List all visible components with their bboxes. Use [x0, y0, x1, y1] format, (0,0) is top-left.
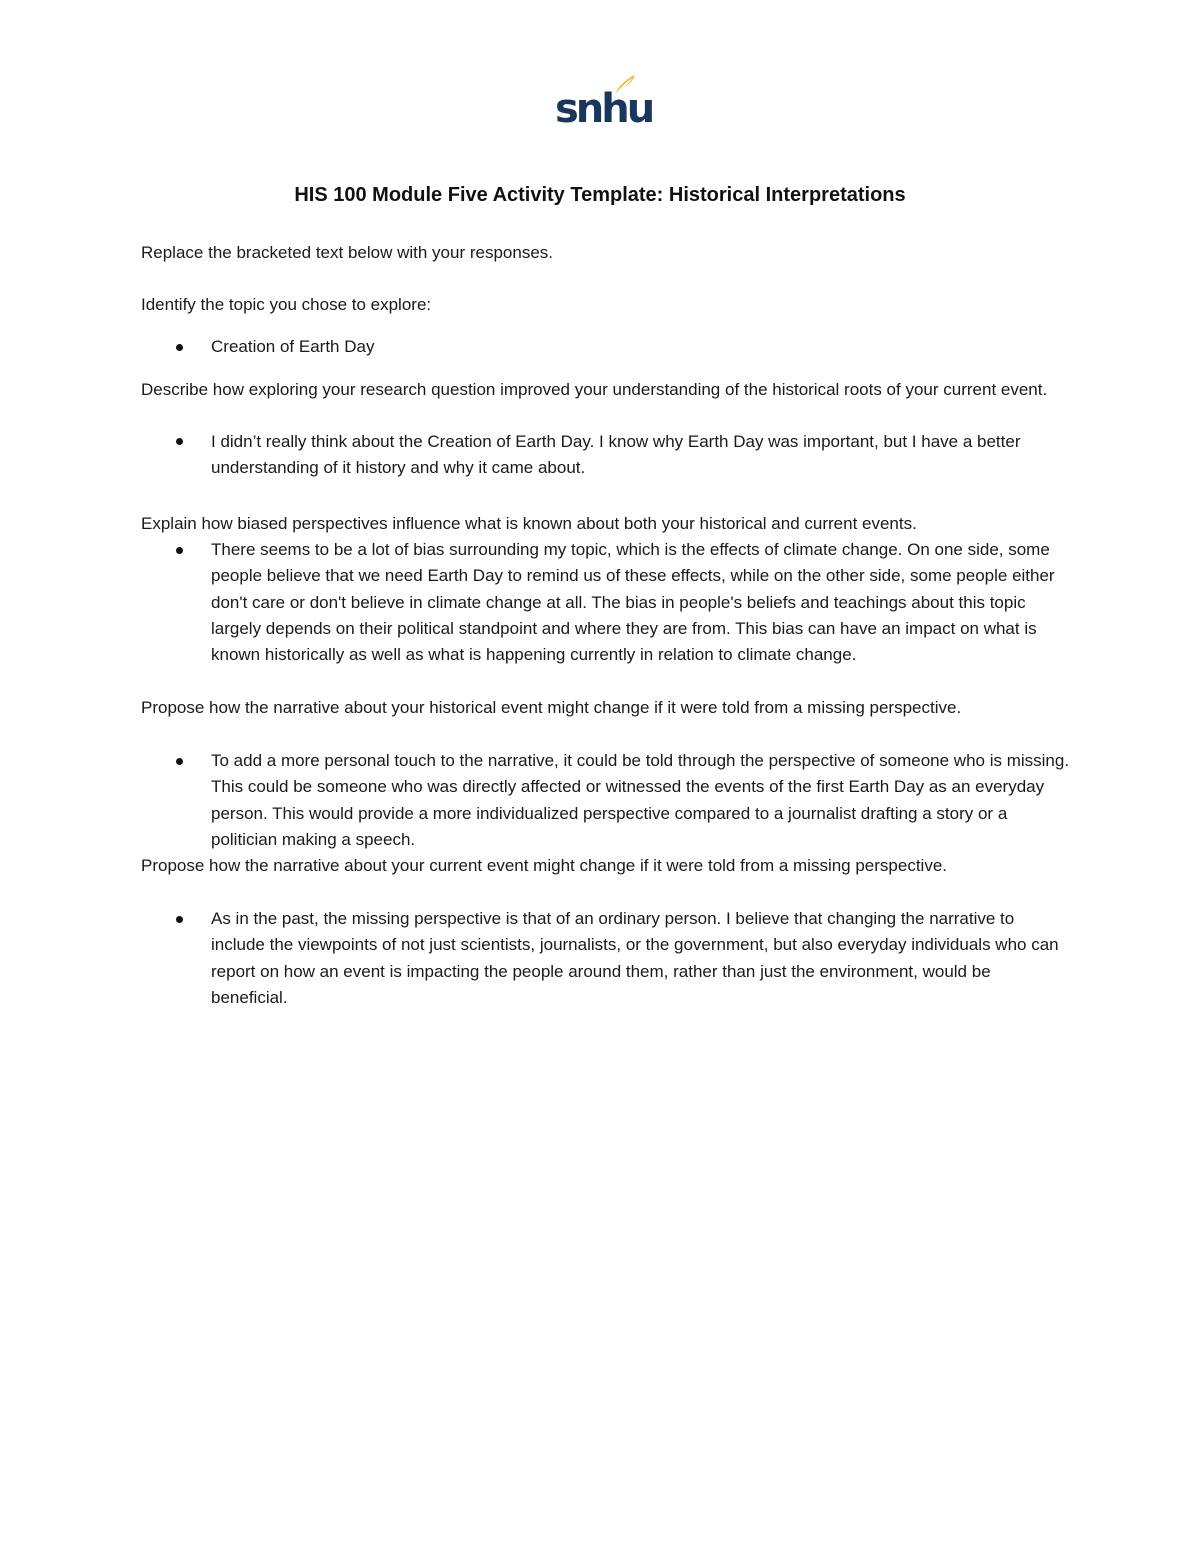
logo-wordmark: snhu — [555, 86, 653, 132]
snhu-logo — [555, 72, 653, 134]
bullet-icon — [176, 916, 183, 923]
prompt-understanding: Describe how exploring your research question improved your understanding of the historical roots of your current event. — [141, 380, 1048, 399]
instructions-text: Replace the bracketed text below with your responses. — [141, 243, 554, 262]
bullet-icon — [176, 344, 183, 351]
response-current-narrative: As in the past, the missing perspective is that of an ordinary person. I believe that changing the narrative to include the viewpoints of not just scientists, journalists, or the government, but also everyday individuals who can report on how an event is impacting the people around them, rather than just the environment, would be beneficial. — [211, 909, 1059, 1007]
prompt-current-narrative: Propose how the narrative about your current event might change if it were told from a missing perspective. — [141, 856, 948, 875]
prompt-topic: Identify the topic you chose to explore: — [141, 295, 432, 314]
bullet-icon — [176, 547, 183, 554]
response-understanding: I didn’t really think about the Creation of Earth Day. I know why Earth Day was important, but I have a better understanding of it history and why it came about. — [211, 432, 1021, 478]
document-title: HIS 100 Module Five Activity Template: Historical Interpretations — [294, 184, 906, 206]
bullet-icon — [176, 758, 183, 765]
response-bias: There seems to be a lot of bias surrounding my topic, which is the effects of climate change. On one side, some people believe that we need Earth Day to remind us of these effects, while on the other side, some people either don't care or don't believe in climate change at all. The bias in people's beliefs and teachings about this topic largely depends on their political standpoint and where they are from. This bias can have an impact on what is known historically as well as what is happening currently in relation to climate change. — [211, 540, 1055, 665]
prompt-bias: Explain how biased perspectives influence what is known about both your historical and current events. — [141, 514, 917, 533]
bullet-icon — [176, 438, 183, 445]
response-historical-narrative: To add a more personal touch to the narrative, it could be told through the perspective of someone who is missing. This could be someone who was directly affected or witnessed the events of the first Earth Day as an everyday person. This would provide a more individualized perspective compared to a journalist drafting a story or a politician making a speech. — [211, 751, 1070, 849]
prompt-historical-narrative: Propose how the narrative about your historical event might change if it were told from a missing perspective. — [141, 698, 962, 717]
response-topic: Creation of Earth Day — [211, 337, 375, 356]
